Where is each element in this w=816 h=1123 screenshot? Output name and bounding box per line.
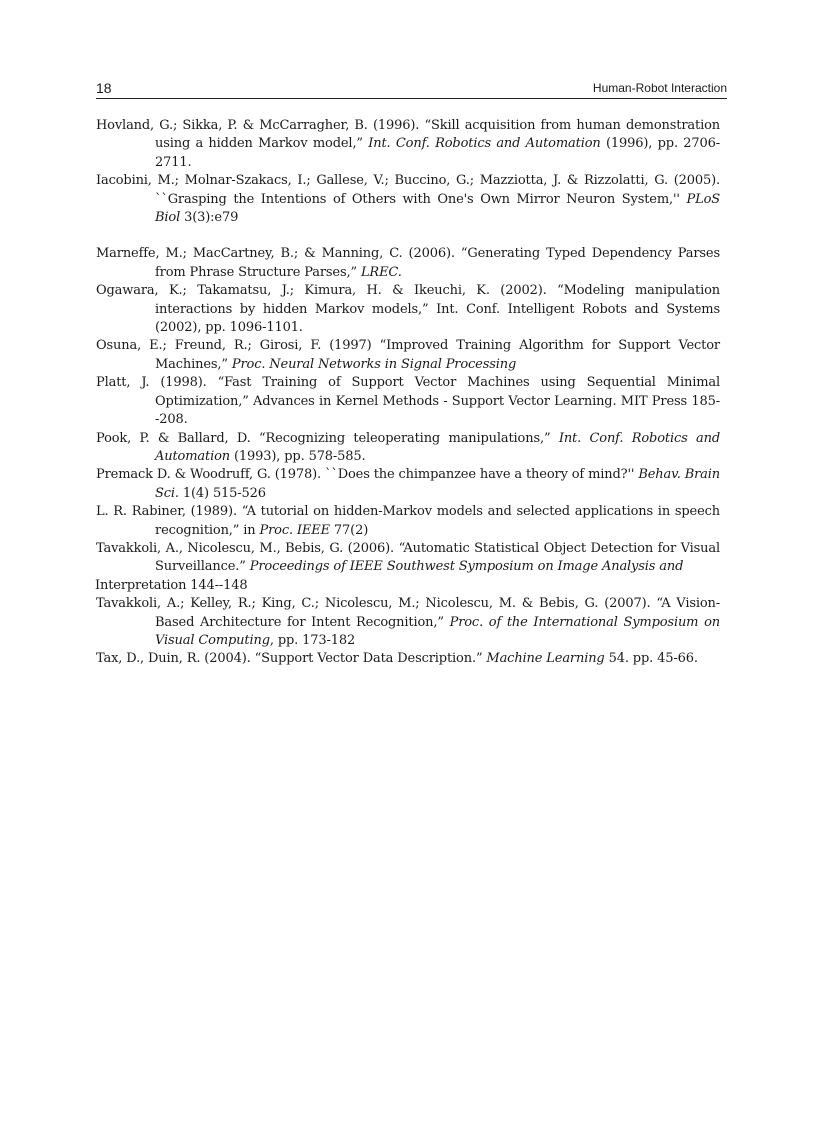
reference-osuna-1997: Osuna, E.; Freund, R.; Girosi, F. (1997) “Improved Training Algorithm for Support Vector Machines,” Proc. Neural Networks in Signal Processing bbox=[96, 338, 720, 372]
page-header bbox=[96, 80, 727, 99]
reference-rabiner-1989: L. R. Rabiner, (1989). “A tutorial on hidden-Markov models and selected applications in speech recognition,” in Proc. IEEE 77(2) bbox=[96, 504, 720, 538]
reference-tavakkoli-2006: Tavakkoli, A., Nicolescu, M., Bebis, G. (2006). “Automatic Statistical Object Detection for Visual Surveillance.” Proceedings of IEEE Southwest Symposium on Image Analysis and bbox=[96, 540, 720, 575]
reference-marneffe-2006: Marneffe, M.; MacCartney, B.; & Manning, C. (2006). “Generating Typed Dependency Parses from Phrase Structure Parses,” LREC. bbox=[96, 246, 720, 280]
reference-platt-1998: Platt, J. (1998). “Fast Training of Support Vector Machines using Sequential Minimal Optimization,” Advances in Kernel Methods - Support Vector Learning. MIT Press 185--208. bbox=[96, 375, 720, 428]
running-title: Human-Robot Interaction bbox=[592, 81, 727, 95]
reference-tax-2004: Tax, D., Duin, R. (2004). “Support Vector Data Description.” Machine Learning 54. pp. 45-66. bbox=[96, 651, 698, 667]
reference-pook: Pook, P. & Ballard, D. “Recognizing teleoperating manipulations,” Int. Conf. Robotics and Automation (1993), pp. 578-585. bbox=[96, 430, 721, 464]
reference-iacobini-2005: Iacobini, M.; Molnar-Szakacs, I.; Gallese, V.; Buccino, G.; Mazziotta, J. & Rizzolatti, G. (2005). ``Grasping the Intentions of Others with One's Own Mirror Neuron System,'' PLoS Biol 3(3):e79 bbox=[96, 173, 720, 226]
reference-hovland-1996: Hovland, G.; Sikka, P. & McCarragher, B. (1996). “Skill acquisition from human demonstration using a hidden Markov model,” Int. Conf. Robotics and Automation (1996), pp. 2706-2711. bbox=[96, 118, 721, 170]
page-number: 18 bbox=[96, 80, 112, 96]
reference-tavakkoli-2007: Tavakkoli, A.; Kelley, R.; King, C.; Nicolescu, M.; Nicolescu, M. & Bebis, G. (2007). “A Vision-Based Architecture for Intent Recognition,” Proc. of the International Symposium on Visual Computing, pp. 173-182 bbox=[96, 596, 720, 648]
reference-tavakkoli-2006-continuation: Interpretation 144--148 bbox=[95, 577, 248, 593]
reference-premack-1978: Premack D. & Woodruff, G. (1978). ``Does the chimpanzee have a theory of mind?'' Behav. Brain Sci. 1(4) 515-526 bbox=[96, 467, 721, 501]
reference-list bbox=[96, 117, 720, 669]
reference-ogawara-2002: Ogawara, K.; Takamatsu, J.; Kimura, H. & Ikeuchi, K. (2002). “Modeling manipulation interactions by hidden Markov models,” Int. Conf. Intelligent Robots and Systems (2002), pp. 1096-1101. bbox=[96, 283, 720, 336]
